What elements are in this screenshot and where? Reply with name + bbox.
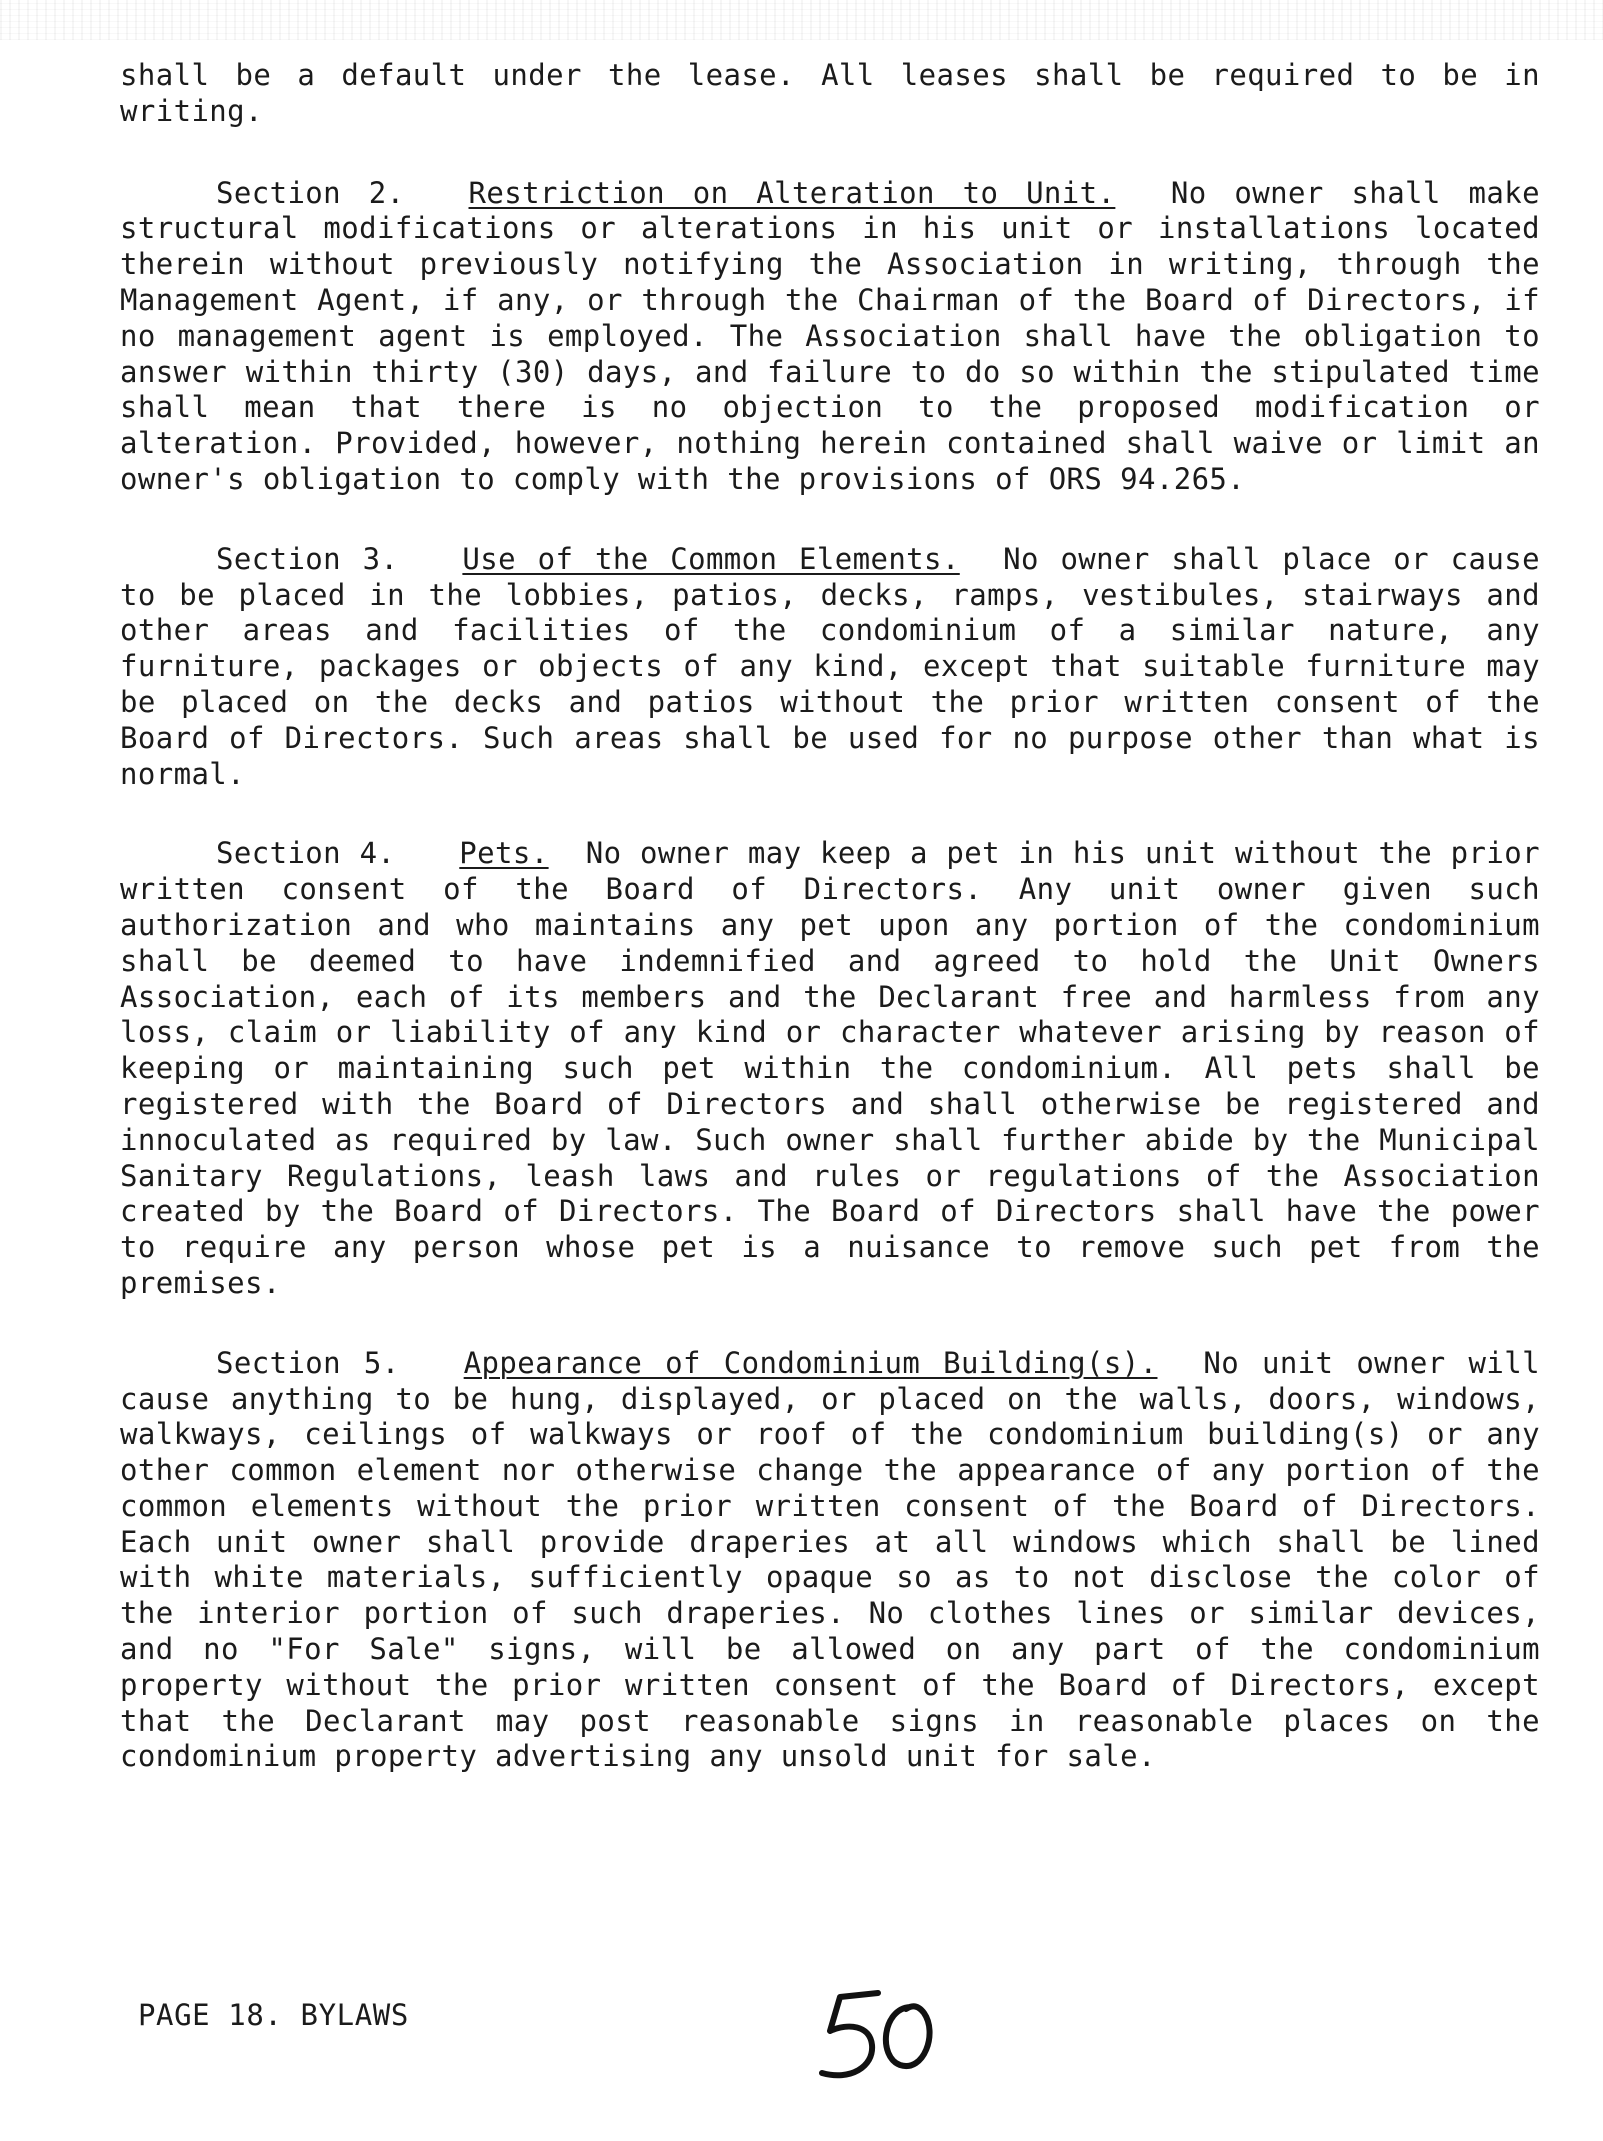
section-3-body: No owner shall place or cause to be placed in the lobbies, patios, decks, ramps, vestibules, stairways and other areas and facilities of the condominium of a similar nature, any furniture, packages or objects of any kind, except that suitable furniture may be placed on the decks and patios without the prior written consent of the Board of Directors. Such areas shall be used for no purpose other than what is normal. (120, 541, 1540, 791)
scan-noise-band (0, 0, 1603, 40)
section-5-body: No unit owner will cause anything to be hung, displayed, or placed on the walls, doors, windows, walkways, ceilings of walkways or roof of the condominium building(s) or any other common element nor otherwise change the appearance of any portion of the common elements without the prior written consent of the Board of Directors. Each unit owner shall provide draperies at all windows which shall be lined with white materials, sufficiently opaque so as to not disclose the color of the interior portion of such draperies. No clothes lines or similar devices, and no "For Sale" signs, will be allowed on any part of the condominium property without the prior written consent of the Board of Directors, except that the Declarant may post reasonable signs in reasonable places on the condominium property advertising any unsold unit for sale. (120, 1345, 1540, 1774)
document-page (120, 58, 1540, 1819)
section-3-heading: Use of the Common Elements. (462, 541, 960, 576)
section-3-paragraph (120, 542, 1540, 793)
section-2-body: No owner shall make structural modifications or alterations in his unit or installations located therein without previously notifying the Association in writing, through the Management Agent, if any, or through the Chairman of the Board of Directors, if no management agent is employed. The Association shall have the obligation to answer within thirty (30) days, and failure to do so within the stipulated time shall mean that there is no objection to the proposed modification or alteration. Provided, however, nothing herein contained shall waive or limit an owner's obligation to comply with the provisions of ORS 94.265. (120, 175, 1540, 496)
section-2-label: Section 2. (216, 175, 405, 210)
section-4-heading: Pets. (459, 836, 549, 871)
handwritten-page-number (800, 1985, 950, 2095)
section-5-label: Section 5. (216, 1345, 400, 1380)
section-2-paragraph (120, 176, 1540, 498)
opening-paragraph: shall be a default under the lease. All leases shall be required to be in writing. (120, 58, 1540, 128)
page-footer-label: PAGE 18. BYLAWS (138, 1998, 409, 2032)
section-5-paragraph (120, 1346, 1540, 1776)
section-3-label: Section 3. (216, 541, 399, 576)
section-4-label: Section 4. (216, 836, 396, 871)
section-4-body: No owner may keep a pet in his unit without the prior written consent of the Board of Directors. Any unit owner given such authorization and who maintains any pet upon any portion of the condominium shall be deemed to have indemnified and agreed to hold the Unit Owners Association, each of its members and the Declarant free and harmless from any loss, claim or liability of any kind or character whatever arising by reason of keeping or maintaining such pet within the condominium. All pets shall be registered with the Board of Directors and shall otherwise be registered and innoculated as required by law. Such owner shall further abide by the Municipal Sanitary Regulations, leash laws and rules or regulations of the Association created by the Board of Directors. The Board of Directors shall have the power to require any person whose pet is a nuisance to remove such pet from the premises. (120, 836, 1540, 1300)
section-4-paragraph (120, 836, 1540, 1301)
section-2-heading: Restriction on Alteration to Unit. (468, 175, 1116, 210)
section-5-heading: Appearance of Condominium Building(s). (463, 1345, 1158, 1380)
